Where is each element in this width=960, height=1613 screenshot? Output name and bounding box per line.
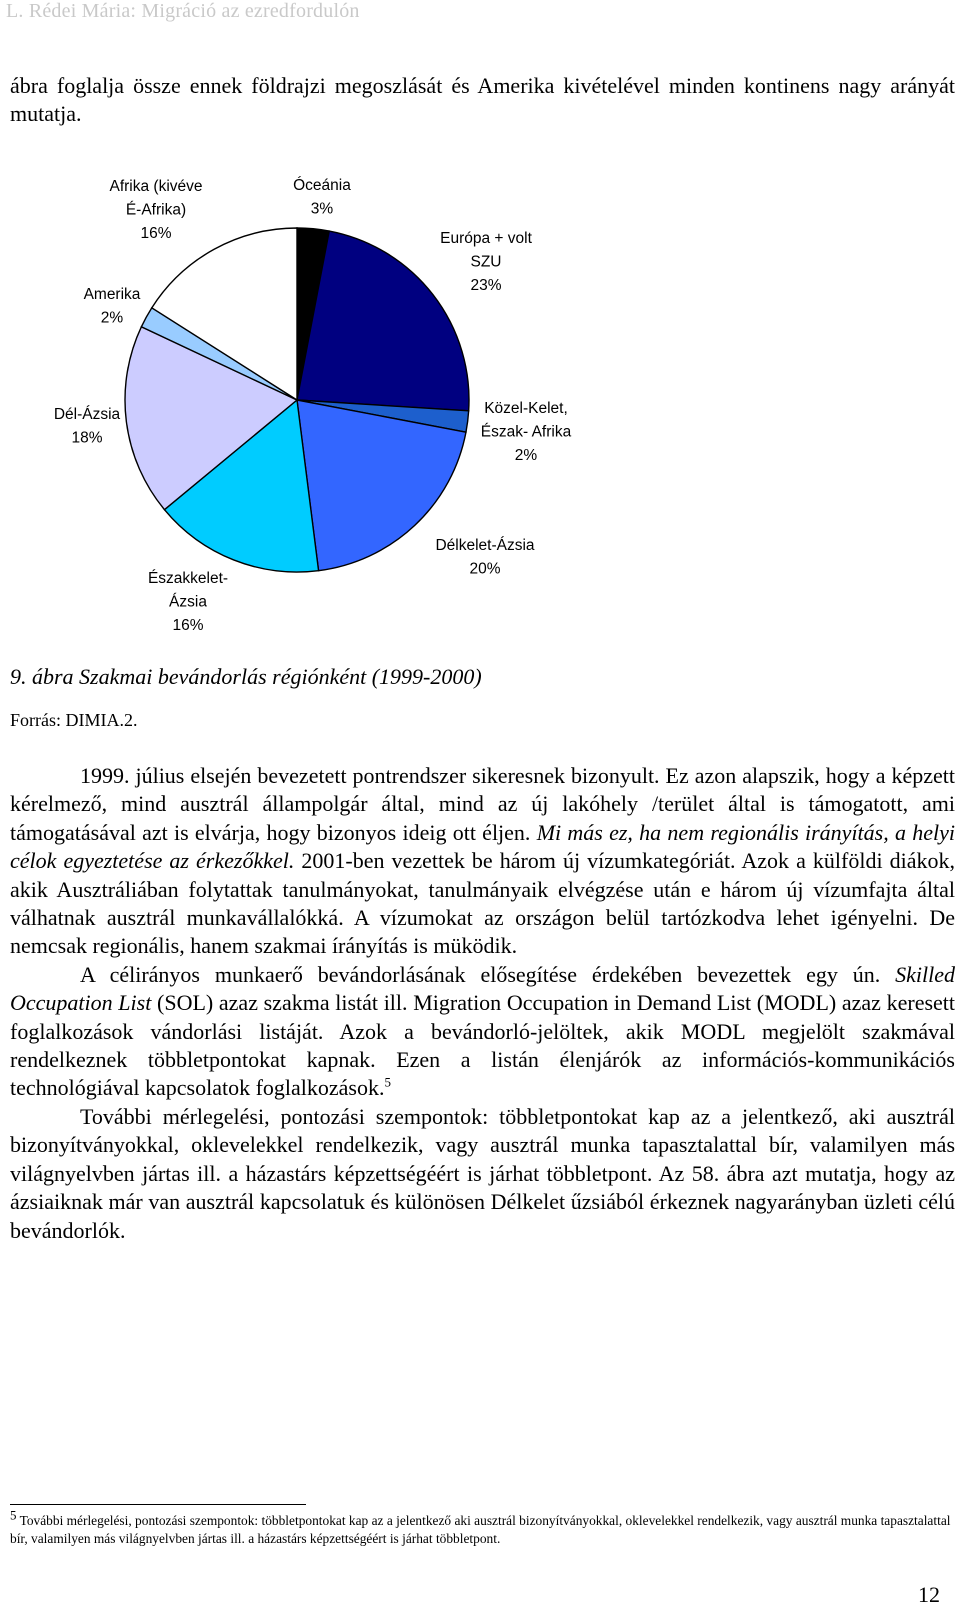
pie-value-label: 2% xyxy=(100,309,124,327)
figure-caption: 9. ábra Szakmai bevándorlás régiónként (1999-2000) xyxy=(10,664,482,689)
p2-italic: Skilled Occupation List xyxy=(10,961,956,1016)
pie-label-7 xyxy=(84,286,141,327)
running-header: L. Rédei Mária: Migráció az ezredfordulón xyxy=(6,0,360,22)
intro-paragraph: ábra foglalja össze ennek földrajzi megoszlását és Amerika kivételével minden kontinens nagy arányát mutatja. xyxy=(10,73,955,127)
pie-label-2 xyxy=(440,230,532,294)
pie-category-label: Északkelet- xyxy=(147,570,229,587)
pie-label-6 xyxy=(54,406,121,447)
footnote-text: További mérlegelési, pontozási szempontok: többletpontokat kap az a jelentkező aki ausztrál bizonyítványokkal, oklevelekkel rendelkezik, vagy ausztrál munka tapasztalattal bír, valamilyen más világnyelvben jártas ill. a házastárs képzettségéért is járhat többletpont. xyxy=(10,1513,951,1546)
paragraph-1 xyxy=(10,762,955,961)
pie-slices xyxy=(125,228,469,572)
pie-category-label: Európa + volt xyxy=(440,230,532,247)
pie-value-label: 23% xyxy=(470,277,502,294)
p2-text-a: A célirányos munkaerő bevándorlásának elősegítése érdekében bevezettek egy ún. xyxy=(80,961,881,987)
pie-category-label: Afrika (kivéve xyxy=(109,178,203,195)
figure-source: Forrás: DIMIA.2. xyxy=(10,710,138,730)
pie-category-label: Amerika xyxy=(83,286,141,303)
p2-text-c: (SOL) azaz szakma listát ill. Migration Occupation in Demand List (MODL) azaz keresett foglalkozások vándorlási listáját. Azok a bevándorló-jelöltek, akik MODL megjelölt szakmával rendelkeznek többletpontokat kapnak. Ezen a listán élenjárók az információs-kommunikációs technológiával kapcsolatok foglalkozások. xyxy=(10,990,956,1101)
pie-label-1 xyxy=(293,177,351,218)
pie-label-3 xyxy=(481,400,572,464)
pie-category-label: Óceánia xyxy=(293,177,351,194)
pie-label-8 xyxy=(109,178,202,242)
pie-label-5 xyxy=(148,570,228,634)
pie-category-label: Dél-Ázsia xyxy=(53,406,121,423)
pie-value-label: 2% xyxy=(514,447,538,464)
page-number: 12 xyxy=(918,1582,940,1607)
pie-category-label: Ázsia xyxy=(169,593,207,611)
footnote-ref: 5 xyxy=(384,1075,391,1091)
paragraph-2 xyxy=(10,961,955,1103)
p1-italic: Mi más ez, ha nem regionális irányítás, a helyi célok egyeztetése az érkezőkkel. xyxy=(10,819,955,874)
pie-category-label: SZU xyxy=(470,253,502,271)
pie-category-label: Közel-Kelet, xyxy=(484,400,568,417)
p1-text-a: 1999. július elsején bevezetett pontrendszer sikeresnek bizonyult. Ez azon alapszik, hogy a képzett kérelmező, mind ausztrál állampolgár által, mind az új lakóhely /terület által is támogatott, ami támogatásával azt is elvárja, hogy bizonyos ideig ott éljen. xyxy=(10,763,955,845)
footnote xyxy=(10,1507,955,1548)
footnote-separator xyxy=(10,1504,306,1505)
pie-category-label: É-Afrika) xyxy=(125,201,187,219)
pie-category-label: Délkelet-Ázsia xyxy=(435,537,535,554)
pie-value-label: 3% xyxy=(310,200,334,218)
footnote-number: 5 xyxy=(10,1507,17,1523)
pie-category-label: Észak- Afrika xyxy=(480,423,572,441)
pie-value-label: 20% xyxy=(469,560,501,578)
pie-value-label: 16% xyxy=(172,617,204,634)
pie-label-4 xyxy=(435,537,534,578)
p1-text-c: 2001-ben vezettek be három új vízumkategóriát. Azok a külföldi diákok, akik Ausztráliában folytattak tanulmányokat, tanulmányaik elvégzése után e három új vízumfajta által válhatnak ausztrál munkavállalókká. A vízumokat az országon belül tartózkodva lehet igényelni. De nemcsak regionális, hanem szakmai írányítás is müködik. xyxy=(10,848,955,959)
pie-value-label: 18% xyxy=(71,429,103,447)
pie-chart xyxy=(0,165,640,645)
body-text xyxy=(10,762,955,1245)
paragraph-3: További mérlegelési, pontozási szempontok: többletpontokat kap az a jelentkező, aki ausztrál bizonyítványokkal, oklevelekkel rendelkezik, vagy ausztrál munka tapasztalattal bír, valamilyen más világnyelvben jártas ill. a házastárs képzettségéért is járhat többletpont. Az 58. ábra azt mutatja, hogy az ázsiaiknak már van ausztrál kapcsolatuk és különösen Délkelet űzsiából érkeznek nagyarányban üzleti célú bevándorlók. xyxy=(10,1103,955,1243)
pie-value-label: 16% xyxy=(140,225,172,242)
